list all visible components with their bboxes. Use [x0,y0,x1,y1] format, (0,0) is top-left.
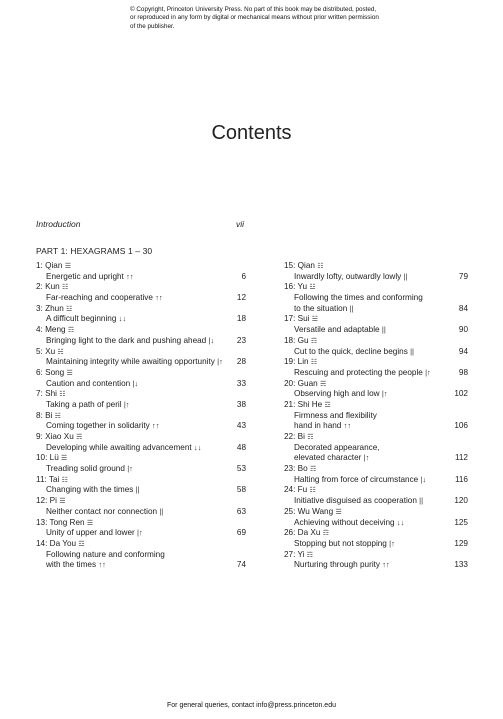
hexagram-name: 7: Shi [36,389,57,399]
subtitle-text: Achieving without deceiving [294,517,395,527]
page-number: 79 [458,271,468,281]
page-number: 63 [236,506,246,516]
hexagram-symbol-icon: ☷ [309,487,316,495]
toc-introduction[interactable] [36,219,244,229]
hexagram-symbol-icon: ☰ [59,498,65,506]
toc-entry-header[interactable] [284,507,468,518]
page-number: 102 [454,389,468,399]
hexagram-name: 5: Xu [36,346,56,356]
toc-entry-subtitle [36,272,246,283]
fortune-mark: || [403,271,408,281]
hexagram-symbol-icon: ☱ [311,316,318,324]
toc-column-right [284,261,468,571]
hexagram-symbol-icon: ☳ [309,284,316,292]
fortune-mark: ↓↓ [118,314,127,324]
fortune-mark: |↓ [420,474,427,484]
toc-entry-subtitle [36,421,246,432]
hexagram-name: 26: Da Xu [284,528,321,538]
toc-entry-header[interactable] [36,475,246,486]
hexagram-name: 10: Lü [36,453,59,463]
toc-entry-subtitle [284,560,468,571]
hexagram-name: 1: Qian [36,261,63,270]
page-number: 53 [236,464,246,474]
fortune-mark: ↑↑ [155,293,163,303]
subtitle-text: Far-reaching and cooperative [46,293,153,303]
toc-entry-header[interactable] [284,357,468,368]
hexagram-symbol-icon: ☷ [317,263,324,270]
subtitle-text: Unity of upper and lower [46,528,135,538]
toc-entry-header[interactable] [284,314,468,325]
subtitle-text: Taking a path of peril [46,399,122,409]
hexagram-symbol-icon: ☷ [59,391,65,399]
hexagram-symbol-icon: ☲ [324,401,331,409]
fortune-mark: |↑ [381,389,388,399]
toc-entry-subtitle [36,485,246,496]
subtitle-text: to the situation [294,303,348,313]
toc-entry-subtitle [284,411,468,422]
toc-entry-subtitle [284,539,468,550]
toc-entry-subtitle [36,400,246,411]
fortune-mark: ↓↓ [193,442,202,452]
fortune-mark: |↑ [127,464,133,474]
page-number: 74 [236,560,246,570]
subtitle-text: Caution and contention [46,378,131,388]
hexagram-name: 13: Tong Ren [36,517,85,527]
hexagram-name: 2: Kun [36,282,60,292]
fortune-mark: |↑ [137,528,143,538]
introduction-label: Introduction [36,219,81,229]
toc-entry-subtitle [284,347,468,358]
toc-entry-header[interactable] [36,282,246,293]
toc-entry-header[interactable] [284,485,468,496]
hexagram-symbol-icon: ☵ [57,348,64,356]
toc-entry-subtitle [36,357,246,368]
fortune-mark: |↑ [363,453,370,463]
fortune-mark: ↑↑ [126,271,134,281]
hexagram-symbol-icon: ☰ [66,369,73,377]
page-number: 94 [458,346,468,356]
hexagram-symbol-icon: ☶ [67,327,74,335]
hexagram-symbol-icon: ☰ [61,455,67,463]
fortune-mark: |↑ [217,357,223,367]
hexagram-name: 15: Qian [284,261,315,270]
subtitle-text: Stopping but not stopping [294,538,387,548]
part-heading: PART 1: HEXAGRAMS 1 – 30 [36,246,153,256]
toc-entry-subtitle [36,293,246,304]
toc-entry-header[interactable] [36,496,246,507]
subtitle-text: Rescuing and protecting the people [294,367,423,377]
subtitle-text: Firmness and flexibility [294,410,377,420]
toc-entry-subtitle [284,518,468,529]
hexagram-name: 27: Yi [284,549,305,559]
subtitle-text: Initiative disguised as cooperation [294,496,417,506]
page-number: 125 [454,517,468,527]
hexagram-symbol-icon: ☷ [310,359,317,367]
toc-entry-subtitle [284,325,468,336]
hexagram-name: 18: Gu [284,335,309,345]
page-number: 90 [458,325,468,335]
toc-entry-subtitle [284,443,468,454]
toc-entry-subtitle [284,368,468,379]
subtitle-text: Following the times and conforming [294,293,423,303]
page-number: 133 [454,560,468,570]
hexagram-name: 8: Bi [36,410,53,420]
hexagram-symbol-icon: ☰ [335,508,342,516]
toc-entry-subtitle [284,475,468,486]
page-number: 18 [236,314,246,324]
toc-entry-subtitle [284,496,468,507]
introduction-page: vii [235,219,244,229]
page-number: 33 [236,378,246,388]
hexagram-symbol-icon: ☷ [61,284,68,292]
hexagram-name: 21: Shi He [284,399,323,409]
toc-entry-subtitle [284,389,468,400]
hexagram-name: 3: Zhun [36,303,64,313]
toc-entry-header[interactable] [284,379,468,390]
hexagram-symbol-icon: ☵ [54,412,61,420]
hexagram-name: 16: Yu [284,282,308,292]
fortune-mark: |↑ [123,399,130,409]
subtitle-text: Developing while awaiting advancement [46,442,192,452]
fortune-mark: ↑↑ [98,560,106,570]
hexagram-name: 14: Da You [36,538,77,548]
toc-entry-header[interactable] [284,282,468,293]
toc-entry-header[interactable] [36,368,246,379]
toc-entry-subtitle [36,507,246,518]
page-number: 58 [236,485,246,495]
page-number: 98 [458,367,468,377]
toc-entry-header[interactable] [284,528,468,539]
toc-entry-header[interactable] [36,432,246,443]
subtitle-text: Changing with the times [46,485,134,495]
hexagram-symbol-icon: ☰ [64,263,71,270]
fortune-mark: |↑ [389,538,395,548]
subtitle-text: Energetic and upright [46,271,124,281]
fortune-mark: |↓ [208,335,215,345]
page-number: 106 [454,421,468,431]
toc-entry-header[interactable] [36,325,246,336]
subtitle-text: Nurturing through purity [294,560,381,570]
fortune-mark: |↓ [132,378,139,388]
subtitle-text: Cut to the quick, decline begins [294,346,408,356]
page-number: 69 [236,528,246,538]
toc-entry-header[interactable] [36,347,246,358]
fortune-mark: ↓↓ [396,517,405,527]
toc-entry-header[interactable] [36,453,246,464]
hexagram-symbol-icon: ☴ [76,434,82,441]
toc-entry-subtitle [284,421,468,432]
toc-entry-header[interactable] [284,261,468,272]
toc-entry-header[interactable] [284,432,468,443]
hexagram-name: 9: Xiao Xu [36,432,74,441]
toc-entry-header[interactable] [36,539,246,550]
subtitle-text: Decorated appearance, [294,442,380,452]
hexagram-name: 23: Bo [284,464,308,474]
toc-entry-subtitle [284,293,468,304]
subtitle-text: Treading solid ground [46,464,125,474]
page-number: 43 [236,421,246,431]
hexagram-name: 6: Song [36,367,65,377]
subtitle-text: Coming together in solidarity [46,421,150,431]
toc-entry-subtitle [36,443,246,454]
subtitle-text: Following nature and conforming [46,549,165,559]
hexagram-symbol-icon: ☶ [310,337,317,345]
toc-entry-header[interactable] [36,261,246,272]
hexagram-name: 4: Meng [36,325,66,335]
page-title: Contents [211,122,292,144]
page-number: 12 [236,293,246,303]
hexagram-symbol-icon: ☳ [66,305,72,313]
toc-entry-subtitle [36,464,246,475]
hexagram-name: 12: Pi [36,496,57,506]
hexagram-symbol-icon: ☶ [307,434,313,441]
hexagram-symbol-icon: ☶ [309,466,316,474]
copyright-notice: © Copyright, Princeton University Press. No part of this book may be distributed, posted, or reproduced in any form by digital or mechanical means without prior written permission of the publisher. [130,6,379,30]
page-number: 48 [236,442,246,452]
toc-entry-header[interactable] [284,550,468,561]
fortune-mark: || [419,496,424,506]
page-number: 116 [454,474,468,484]
toc-entry-subtitle [284,272,468,283]
fortune-mark: || [349,303,354,313]
footer-contact: For general queries, contact info@press.princeton.edu [167,702,336,709]
page-number: 6 [241,271,246,281]
subtitle-text: Halting from force of circumstance [294,474,419,484]
hexagram-symbol-icon: ☴ [319,380,326,388]
subtitle-text: Maintaining integrity while awaiting opportunity [46,357,215,367]
subtitle-text: Neither contact nor connection [46,506,158,516]
subtitle-text: with the times [46,560,97,570]
hexagram-symbol-icon: ☶ [322,530,329,538]
toc-entry-subtitle [36,336,246,347]
toc-entry-subtitle [284,453,468,464]
toc-entry-subtitle [284,304,468,315]
fortune-mark: || [410,346,414,356]
page-number: 120 [454,496,468,506]
hexagram-name: 24: Fu [284,485,308,495]
subtitle-text: elevated character [294,453,362,463]
subtitle-text: A difficult beginning [46,314,117,324]
subtitle-text: Inwardly lofty, outwardly lowly [294,271,402,281]
page-number: 28 [236,357,246,367]
hexagram-symbol-icon: ☰ [86,519,93,527]
hexagram-name: 22: Bi [284,432,305,441]
toc-entry-subtitle [36,379,246,390]
toc-entry-header[interactable] [284,400,468,411]
hexagram-name: 11: Tai [36,474,60,484]
toc-entry-header[interactable] [36,411,246,422]
toc-entry-header[interactable] [36,389,246,400]
fortune-mark: || [135,485,140,495]
fortune-mark: ↑↑ [343,421,352,431]
fortune-mark: || [159,506,164,516]
toc-entry-header[interactable] [284,336,468,347]
hexagram-symbol-icon: ☲ [78,540,85,548]
hexagram-name: 19: Lin [284,357,309,367]
hexagram-name: 17: Sui [284,314,310,324]
fortune-mark: || [381,325,386,335]
page-number: 23 [236,335,246,345]
hexagram-name: 25: Wu Wang [284,506,334,516]
toc-entry-subtitle [36,314,246,325]
fortune-mark: ↑↑ [382,560,390,570]
page-number: 129 [454,538,468,548]
toc-entry-header[interactable] [284,464,468,475]
toc-entry-header[interactable] [36,304,246,315]
toc-column-left [36,261,246,571]
page-number: 112 [454,453,468,463]
subtitle-text: Versatile and adaptable [294,325,380,335]
subtitle-text: Bringing light to the dark and pushing ahead [46,335,207,345]
subtitle-text: hand in hand [294,421,342,431]
fortune-mark: ↑↑ [152,421,160,431]
toc-entry-header[interactable] [36,518,246,529]
toc-entry-subtitle [36,560,246,571]
hexagram-name: 20: Guan [284,378,318,388]
fortune-mark: |↑ [425,367,431,377]
page-number: 38 [236,399,246,409]
subtitle-text: Observing high and low [294,389,380,399]
toc-entry-subtitle [36,528,246,539]
hexagram-symbol-icon: ☷ [61,476,68,484]
toc-entry-subtitle [36,550,246,561]
hexagram-symbol-icon: ☶ [306,551,313,559]
page-number: 84 [458,303,468,313]
